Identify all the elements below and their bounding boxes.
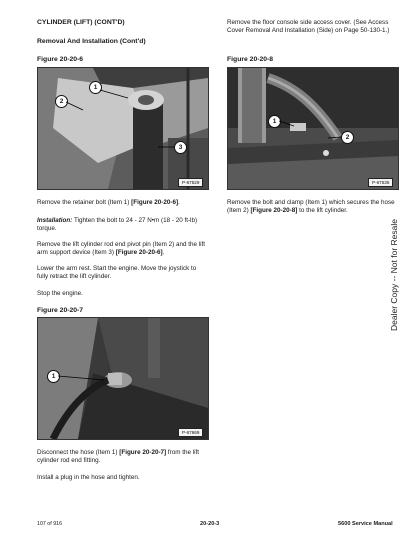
step-disconnect-hose <box>37 449 209 465</box>
figure-reference: [Figure 20-20-6] <box>131 199 179 206</box>
figure-20-20-6-photo <box>37 67 209 190</box>
page-count: 107 of 916 <box>37 521 63 527</box>
step-remove-bolt-clamp <box>227 199 399 215</box>
figure-reference: [Figure 20-20-7] <box>119 449 167 456</box>
step-install-plug: Install a plug in the hose and tighten. <box>37 474 140 481</box>
manual-title: 5600 Service Manual <box>338 521 393 527</box>
dealer-copy-watermark: Dealer Copy -- Not for Resale <box>389 219 399 331</box>
photo-code: P-67535 <box>368 178 393 187</box>
step-text-end: to the lift cylinder. <box>297 207 348 215</box>
figure-label-20-20-7: Figure 20-20-7 <box>37 307 84 314</box>
photo-code: P-67669 <box>178 428 203 437</box>
section-title: CYLINDER (LIFT) (CONT'D) <box>37 19 125 26</box>
photo-code: P-67529 <box>178 178 203 187</box>
callout-leader-lines <box>38 318 208 439</box>
figure-20-20-8-photo <box>227 67 399 190</box>
figure-label-20-20-6: Figure 20-20-6 <box>37 56 84 63</box>
callout-3: 3 <box>174 141 187 154</box>
callout-leader-lines <box>228 68 398 189</box>
step-text: Remove the lift cylinder rod end pivot pin (Item 2) and the lift arm support device (Item 3) <box>37 241 205 257</box>
subsection-title: Removal And Installation (Cont'd) <box>37 38 146 45</box>
step-remove-pivot-pin <box>37 241 209 257</box>
page-number: 20-20-3 <box>200 521 220 527</box>
figure-reference: [Figure 20-20-6] <box>115 249 163 257</box>
callout-1: 1 <box>268 115 281 128</box>
installation-note <box>37 217 209 233</box>
step-text-end: . <box>178 199 180 206</box>
step-text: Disconnect the hose (Item 1) <box>37 449 120 456</box>
step-stop-engine: Stop the engine. <box>37 290 83 297</box>
callout-1: 1 <box>47 370 60 383</box>
figure-label-20-20-8: Figure 20-20-8 <box>227 56 274 63</box>
step-remove-console-cover: Remove the floor console side access cover. (See Access Cover Removal And Installation (Side) on Page 50-130-1.) <box>227 19 390 35</box>
step-text: Remove the retainer bolt (Item 1) <box>37 199 132 206</box>
installation-lead: Installation: <box>37 217 73 224</box>
step-text-end: from the lift cylinder rod end fitting. <box>37 449 200 465</box>
callout-1: 1 <box>89 81 102 94</box>
step-text: Remove the bolt and clamp (Item 1) which secures the hose (Item 2) <box>227 199 395 215</box>
step-lower-arm-rest: Lower the arm rest. Start the engine. Move the joystick to fully retract the lift cylinder. <box>37 265 197 281</box>
callout-2: 2 <box>55 95 68 108</box>
callout-2: 2 <box>341 131 354 144</box>
step-remove-retainer-bolt <box>37 199 209 207</box>
step-text-end: . <box>162 249 165 257</box>
figure-reference: [Figure 20-20-8] <box>250 207 298 215</box>
callout-leader-lines <box>38 68 208 189</box>
installation-text: Tighten the bolt to 24 - 27 N•m (18 - 20 ft-lb) torque. <box>37 217 198 233</box>
figure-20-20-7-photo <box>37 317 209 440</box>
